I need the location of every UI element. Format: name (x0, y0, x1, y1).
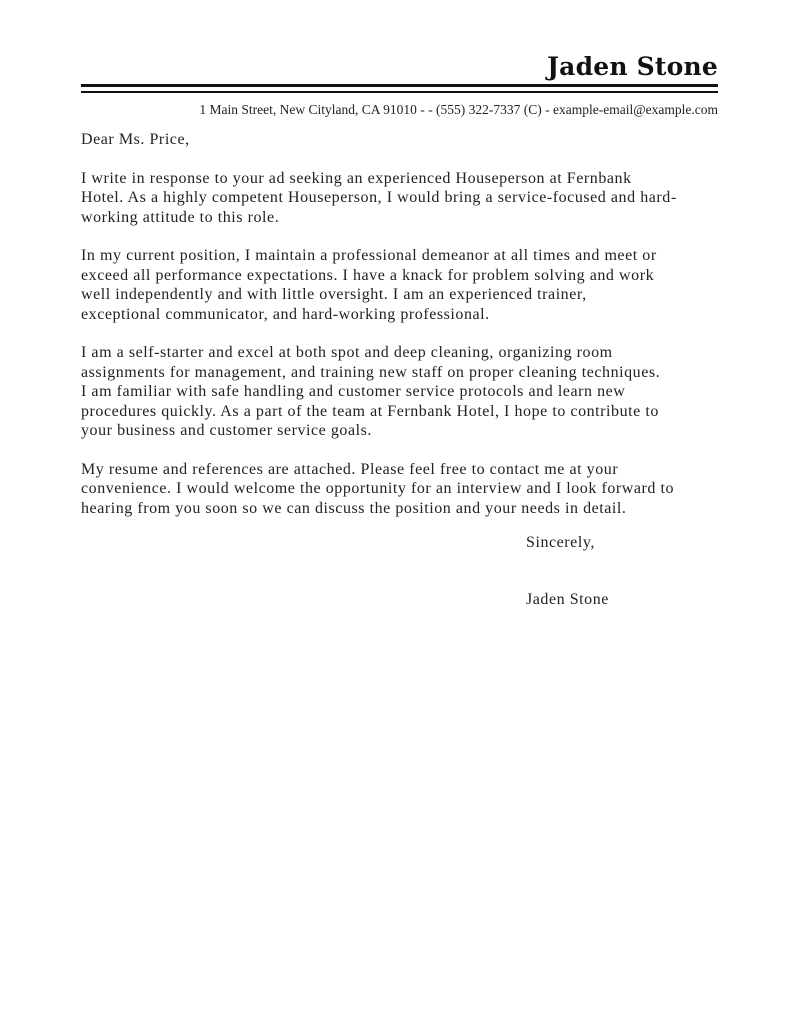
salutation: Dear Ms. Price, (81, 131, 190, 148)
closing: Sincerely, (526, 534, 595, 551)
letter-body (81, 130, 721, 537)
paragraph-2 (81, 246, 721, 324)
paragraph-line: In my current position, I maintain a professional demeanor at all times and meet or (81, 247, 657, 264)
header-rule-thin (81, 91, 718, 93)
paragraph-line: hearing from you soon so we can discuss the position and your needs in detail. (81, 499, 627, 517)
paragraph-line: I am familiar with safe handling and customer service protocols and learn new (81, 383, 626, 400)
paragraph-line: I write in response to your ad seeking an experienced Houseperson at Fernbank (81, 169, 632, 187)
paragraph-line: I am a self-starter and excel at both spot and deep cleaning, organizing room (81, 344, 613, 361)
header-rule-thick (81, 84, 718, 87)
paragraph-line: well independently and with little oversight. I am an experienced trainer, (81, 286, 587, 303)
paragraph-line: assignments for management, and training new staff on proper cleaning techniques. (81, 363, 661, 381)
paragraph-line: Hotel. As a highly competent Houseperson, I would bring a service-focused and hard- (81, 189, 677, 206)
paragraph-line: convenience. I would welcome the opportunity for an interview and I look forward to (81, 480, 675, 497)
contact-info: 1 Main Street, New Cityland, CA 91010 - - (555) 322-7337 (C) - example-email@example.com (199, 102, 718, 117)
signature-name: Jaden Stone (526, 591, 609, 608)
paragraph-line: working attitude to this role. (81, 208, 280, 226)
paragraph-line: exceptional communicator, and hard-working professional. (81, 305, 490, 323)
paragraph-line: exceed all performance expectations. I have a knack for problem solving and work (81, 266, 655, 284)
paragraph-4 (81, 460, 721, 519)
applicant-name-heading: Jaden Stone (547, 52, 718, 81)
paragraph-3 (81, 343, 721, 441)
paragraph-line: My resume and references are attached. Please feel free to contact me at your (81, 460, 619, 478)
paragraph-line: procedures quickly. As a part of the team at Fernbank Hotel, I hope to contribute to (81, 402, 659, 420)
paragraph-line: your business and customer service goals. (81, 422, 372, 439)
paragraph-1 (81, 169, 721, 228)
